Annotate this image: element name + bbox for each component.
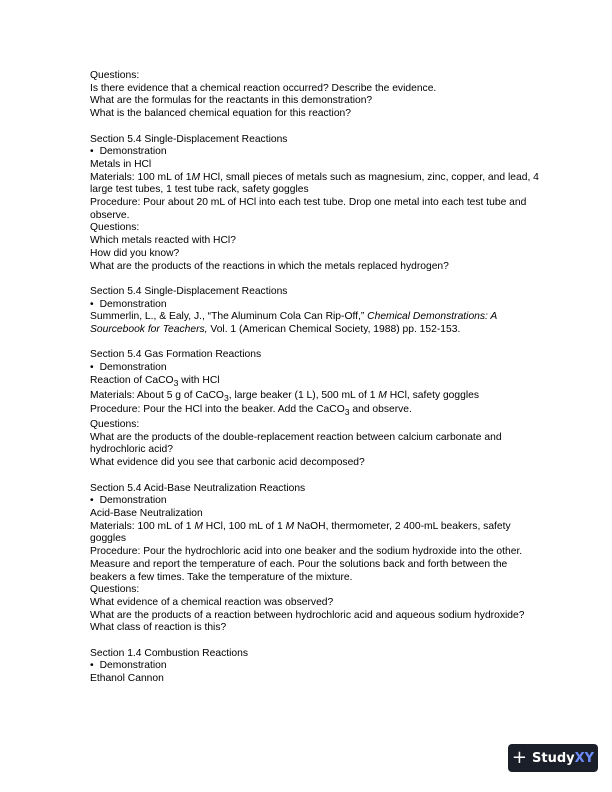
studyxy-logo[interactable]	[508, 744, 598, 772]
materials: Materials: 100 mL of 1 M HCl, 100 mL of 1 M NaOH, thermometer, 2 400-mL beakers, safety goggles	[90, 520, 511, 545]
materials: Materials: 100 mL of 1M HCl, small pieces of metals such as magnesium, zinc, copper, and lead, 4 large test tubes, 1 test tube rack, safety goggles	[90, 171, 539, 196]
question: What are the products of a reaction between hydrochloric acid and aqueous sodium hydroxide?	[90, 609, 525, 621]
reference: Summerlin, L., & Ealy, J., “The Aluminum Cola Can Rip-Off,” Chemical Demonstrations: A Sourcebook for Teachers, Vol. 1 (American Chemical Society, 1988) pp. 152-153.	[90, 311, 497, 336]
section-title: Section 5.4 Gas Formation Reactions	[90, 349, 262, 361]
question: What evidence did you see that carbonic acid decomposed?	[90, 457, 365, 469]
plus-icon: +	[511, 747, 528, 768]
bullet-item: • Demonstration	[90, 146, 540, 159]
document-page	[90, 70, 540, 686]
questions-heading: Questions:	[90, 70, 140, 81]
questions-heading: Questions:	[90, 222, 140, 234]
question: What are the formulas for the reactants in this demonstration?	[90, 95, 373, 107]
questions-heading: Questions:	[90, 419, 140, 431]
demo-name: Ethanol Cannon	[90, 673, 164, 685]
bullet-item: • Demonstration	[90, 299, 540, 312]
question: What are the products of the reactions in which the metals replaced hydrogen?	[90, 260, 449, 272]
section-title: Section 5.4 Single-Displacement Reactions	[90, 285, 288, 297]
question: How did you know?	[90, 247, 180, 259]
section-title: Section 5.4 Single-Displacement Reactions	[90, 133, 288, 145]
procedure: Procedure: Pour about 20 mL of HCl into each test tube. Drop one metal into each test tube and observe.	[90, 197, 527, 221]
question: Is there evidence that a chemical reaction occurred? Describe the evidence.	[90, 82, 437, 94]
questions-heading: Questions:	[90, 584, 140, 596]
logo-text: StudyXY	[532, 750, 595, 766]
demo-name: Metals in HCl	[90, 158, 152, 170]
demo-name: Reaction of CaCO$_3$ with HCl	[90, 374, 220, 388]
section-title: Section 1.4 Combustion Reactions	[90, 647, 248, 659]
bullet-item: • Demonstration	[90, 660, 540, 673]
bullet-item: • Demonstration	[90, 495, 540, 508]
question: What class of reaction is this?	[90, 622, 227, 634]
question: What are the products of the double-replacement reaction between calcium carbonate and hydrochloric acid?	[90, 431, 502, 456]
question: What is the balanced chemical equation for this reaction?	[90, 108, 352, 120]
question: Which metals reacted with HCl?	[90, 235, 236, 247]
question: What evidence of a chemical reaction was observed?	[90, 596, 334, 608]
procedure: Procedure: Pour the hydrochloric acid into one beaker and the sodium hydroxide into the other. Measure and report the temperature of each. Pour the solutions back and forth between the beakers a few times. Take the temperature of the mixture.	[90, 546, 523, 583]
section-title: Section 5.4 Acid-Base Neutralization Reactions	[90, 482, 306, 494]
materials: Materials: About 5 g of CaCO$_3$, large beaker (1 L), 500 mL of 1 M HCl, safety goggles	[90, 389, 480, 403]
bullet-item: • Demonstration	[90, 362, 540, 375]
procedure: Procedure: Pour the HCl into the beaker. Add the CaCO$_3$ and observe.	[90, 404, 412, 418]
demo-name: Acid-Base Neutralization	[90, 507, 203, 519]
